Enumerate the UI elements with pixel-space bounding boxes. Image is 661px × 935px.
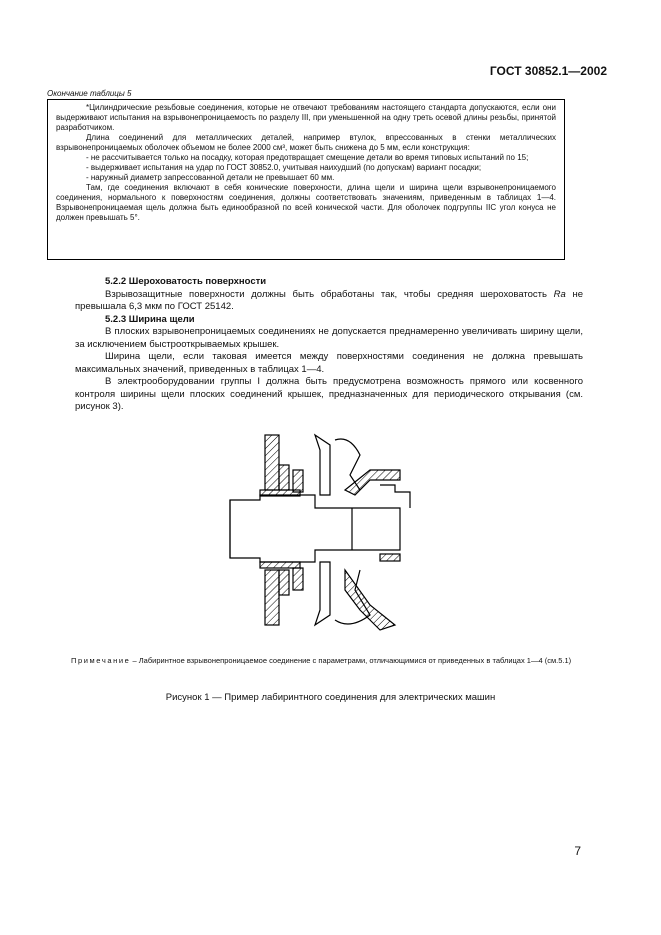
end-cap-upper <box>345 470 400 495</box>
shaft <box>230 495 400 562</box>
bearing-shield-lower <box>315 562 330 625</box>
table-paragraph: - наружный диаметр запрессованной детали не превышает 60 мм. <box>86 173 335 182</box>
table-paragraph: Там, где соединения включают в себя конические поверхности, длина щели и ширина щели взрывонепроницаемого соединения, нормального к поверхностям соединения, должны соответствовать значениям, приведенным в таблицах 1—4. Взрывонепроницаемая щель должна быть единообразной по всей конической части. Для оболочек подгруппы IIC угол конуса не должен превышать 5°. <box>56 183 556 222</box>
labyrinth-ring <box>293 470 303 492</box>
housing-wall-upper <box>265 435 279 490</box>
labyrinth-ring <box>279 570 289 595</box>
table-caption: Окончание таблицы 5 <box>47 89 132 98</box>
table-5-end <box>47 99 565 260</box>
roughness-text-start: Взрывозащитные поверхности должны быть обработаны так, чтобы средняя шероховатость <box>105 288 554 300</box>
table-paragraph: *Цилиндрические резьбовые соединения, которые не отвечают требованиям настоящего стандарта допускаются, если они выдерживают испытания на взрывонепроницаемость по разделу III, при уменьшенной на одну треть осевой длины резьбы, принятой разработчиком. <box>56 103 556 132</box>
labyrinth-ring <box>293 568 303 590</box>
section-paragraph: В плоских взрывонепроницаемых соединениях не допускается преднамеренно увеличивать ширину щели, за исключением быстрооткрываемых крышек. <box>75 326 583 350</box>
labyrinth-collar <box>260 490 300 496</box>
table-paragraph: - не рассчитывается только на посадку, которая предотвращает смещение детали во время типовых испытаний по 15; <box>86 153 529 162</box>
section-paragraph <box>75 289 583 314</box>
note-text: – Лабиринтное взрывонепроницаемое соединение с параметрами, отличающимися от приведенных в таблицах 1—4 (см.5.1) <box>130 656 572 665</box>
roughness-symbol: Ra <box>553 288 566 300</box>
note-label: Примечание <box>71 656 131 665</box>
section-heading-5-2-2: 5.2.2 Шероховатость поверхности <box>105 276 267 287</box>
section-paragraph: Ширина щели, если таковая имеется между поверхностями соединения не должна превышать максимальных значений, приведенных в таблицах 1—4. <box>75 351 583 375</box>
bearing-shield-upper <box>315 435 330 495</box>
labyrinth-ring <box>279 465 289 490</box>
document-number: ГОСТ 30852.1—2002 <box>489 64 607 78</box>
section-heading-5-2-3: 5.2.3 Ширина щели <box>105 313 195 325</box>
page-number: 7 <box>574 844 581 858</box>
section-paragraph: В электрооборудовании группы I должна быть предусмотрена возможность прямого или косвенного контроля ширины щели плоских соединений крышек, предназначенных для периодического открывания (см. рисунок 3). <box>75 376 583 412</box>
table-paragraph: Длина соединений для металлических деталей, например втулок, впрессованных в стенки металлических взрывонепроницаемых оболочек объемом не более 2000 см³, может быть снижена до 5 мм, если конструкция: <box>56 133 556 152</box>
labyrinth-collar <box>260 562 300 568</box>
table-paragraph: - выдерживает испытания на удар по ГОСТ 30852.0, учитывая наихудший (по допускам) вариант посадки; <box>86 163 482 172</box>
figure-note <box>47 656 587 666</box>
seal-ring <box>380 554 400 561</box>
roughness-text-end: не превышала 6,3 мкм по ГОСТ 25142. <box>75 288 583 312</box>
main-text <box>75 276 583 414</box>
housing-wall-lower <box>265 570 279 625</box>
labyrinth-joint-drawing <box>220 430 450 645</box>
end-cap-lower <box>345 570 395 630</box>
figure-caption: Рисунок 1 — Пример лабиринтного соединения для электрических машин <box>165 692 496 703</box>
end-flange <box>380 485 410 508</box>
